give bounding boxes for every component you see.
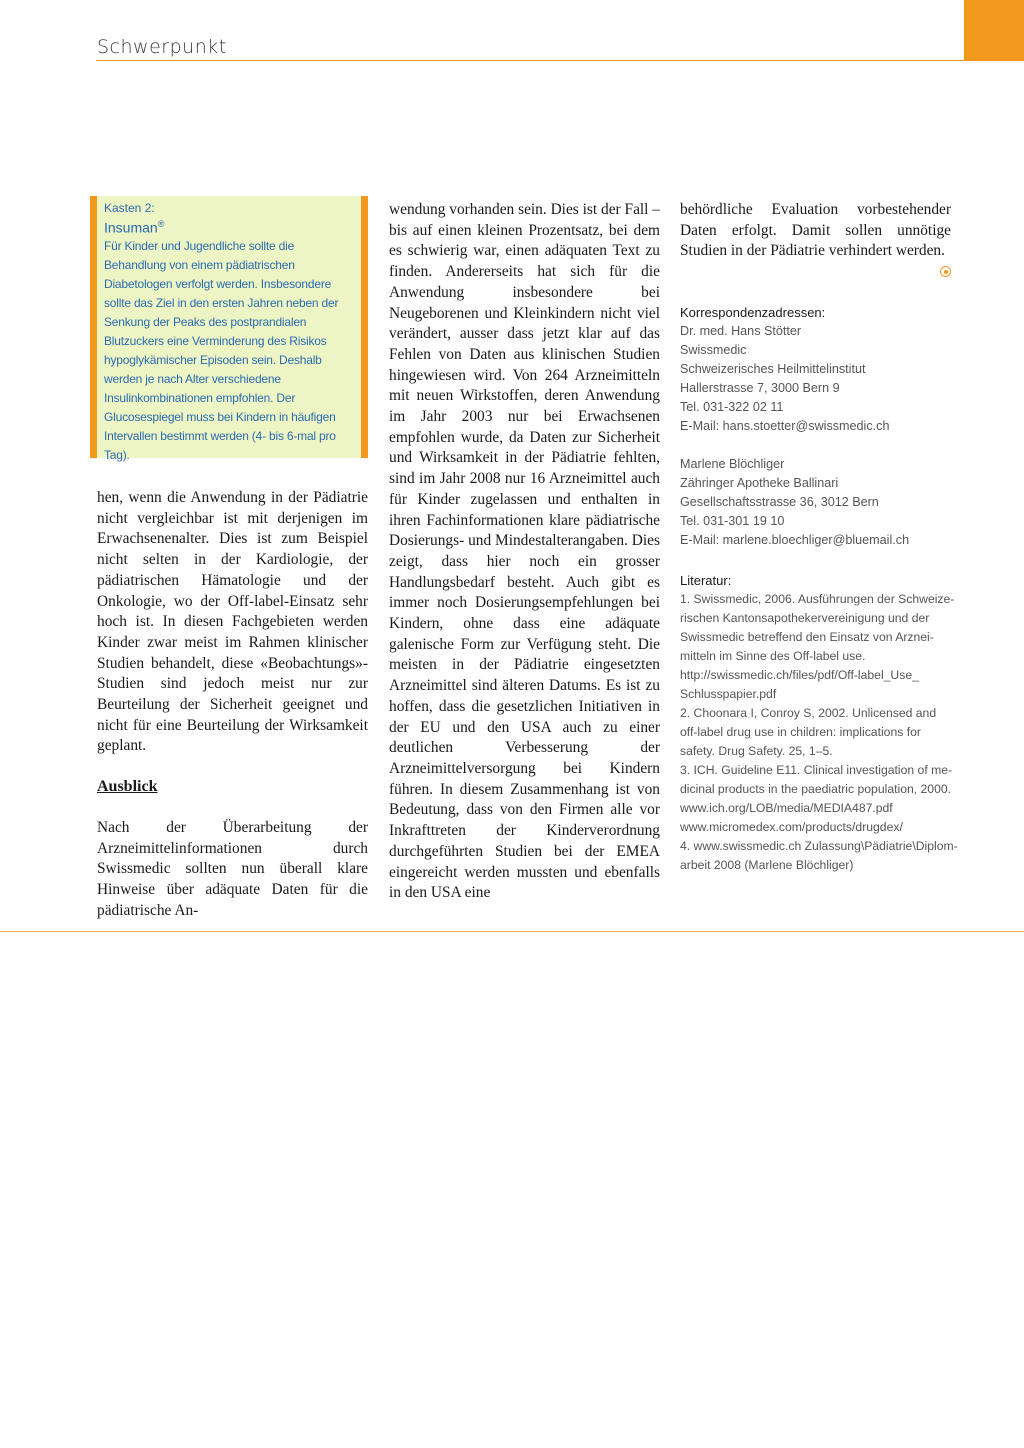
correspondence-block bbox=[680, 303, 952, 436]
reference-line: arbeit 2008 (Marlene Blöchliger) bbox=[680, 858, 854, 872]
contact-email[interactable]: E-Mail: marlene.bloechliger@bluemail.ch bbox=[680, 533, 910, 547]
info-box-body: Für Kinder und Jugendliche sollte die Behandlung von einem pädiatrischen Diabetologen verfolgt werden. Insbesondere sollte das Ziel in den ersten Jahren neben der Senkung der Peaks des postprandialen Blutzuckers eine Verminderung des Risikos hypoglykämischer Episoden sein. Deshalb werden je nach Alter verschiedene Insulinkombinationen empfohlen. Der Glucosespiegel muss bei Kindern in häufigen Intervallen bestimmt werden (4- bis 6-mal pro Tag). bbox=[104, 238, 339, 462]
contact-email[interactable]: E-Mail: hans.stoetter@swissmedic.ch bbox=[680, 419, 890, 433]
reference-line: dicinal products in the paediatric population, 2000. bbox=[680, 782, 952, 796]
paragraph: wendung vorhanden sein. Dies ist der Fall – bis auf einen kleinen Prozentsatz, bei dem es schwierig war, einen adäquaten Text zu finden. Andererseits hat sich für die Anwendung insbesondere bei Neugeborenen und Kleinkindern nicht viel verändert, ausser dass jetzt klar auf das Fehlen von Daten aus klinischen Studien hingewiesen wird. Von 264 Arzneimitteln mit neuen Wirkstoffen, deren Anwendung im Jahr 2003 nur bei Erwachsenen empfohlen wurde, da Daten zur Sicherheit und Wirksamkeit in der Pädiatrie fehlten, sind im Jahr 2008 nur 16 Arzneimittel auch für Kinder zugelassen und enthalten in ihren Fachinformationen klare pädiatrische Dosierungs- und Mindestalterangaben. Dies zeigt, dass hier noch ein grosser Handlungsbedarf besteht. Auch gibt es immer noch Dosierungsempfehlungen bei Kindern, ohne dass eine adäquate galenische Form zur Verfügung steht. Die meisten in der Pädiatrie eingesetzten Arzneimittel sind älteren Datums. Es ist zu hoffen, dass die gesetzlichen Initiativen in der EU und den USA auch zu einer deutlichen Verbesserung der Arzneimittelversorgung bei Kindern führen. In diesem Zusammenhang ist von Bedeutung, dass von den Firmen alle vor Inkrafttreten der Kinderverordnung durchgeführten Studien bei der EMEA eingereicht werden mussten und ebenfalls in den USA eine bbox=[389, 201, 660, 902]
registered-mark: ® bbox=[157, 219, 165, 229]
reference-line: off-label drug use in children: implications for bbox=[680, 725, 921, 739]
reference-line: safety. Drug Safety. 25, 1–5. bbox=[680, 744, 833, 758]
reference-link[interactable]: www.micromedex.com/products/drugdex/ bbox=[680, 820, 903, 834]
reference-line: 4. www.swissmedic.ch Zulassung\Pädiatrie\Diplom- bbox=[680, 839, 958, 853]
correspondence-block-2 bbox=[680, 455, 952, 550]
paragraph bbox=[680, 200, 951, 262]
paragraph: hen, wenn die Anwendung in der Pädiatrie nicht vergleichbar ist mit derjenigen im Erwachsenenalter. Dies ist zum Beispiel nicht selten in der Kardiologie, der pädiatrischen Hämatologie und der Onkologie, wo der Off-label-Einsatz sehr hoch ist. In diesen Fachgebieten werden Kinder zwar meist im Rahmen klinischer Studien behandelt, diese «Beobachtungs»-Studien sind jedoch meist nur zur Beurteilung der Sicherheit geeignet und nicht für eine Beurteilung der Wirksamkeit geplant. bbox=[97, 489, 368, 755]
contact-line: Swissmedic bbox=[680, 343, 747, 357]
contact-line: Zähringer Apotheke Ballinari bbox=[680, 476, 839, 490]
info-box-title-text: Insuman bbox=[104, 219, 158, 236]
reference-link[interactable]: Schlusspapier.pdf bbox=[680, 687, 777, 701]
correspondence-label: Korrespondenzadressen: bbox=[680, 305, 826, 320]
reference-link[interactable]: http://swissmedic.ch/files/pdf/Off-label_Use_ bbox=[680, 668, 919, 682]
contact-line: Marlene Blöchliger bbox=[680, 457, 785, 471]
reference-line: 3. ICH. Guideline E11. Clinical investigation of me- bbox=[680, 763, 953, 777]
contact-line: Gesellschaftsstrasse 36, 3012 Bern bbox=[680, 495, 879, 509]
info-box bbox=[90, 196, 368, 462]
header-rule bbox=[96, 60, 964, 61]
section-heading: Ausblick bbox=[97, 778, 158, 796]
article-column-2 bbox=[389, 200, 660, 904]
reference-line: 2. Choonara I, Conroy S, 2002. Unlicensed and bbox=[680, 706, 937, 720]
reference-line: rischen Kantonsapothekervereinigung und der bbox=[680, 611, 930, 625]
article-end-icon bbox=[940, 266, 951, 277]
reference-line: Swissmedic betreffend den Einsatz von Arznei- bbox=[680, 630, 934, 644]
paragraph-text: behördliche Evaluation vorbestehender Daten erfolgt. Damit sollen unnötige Studien in der Pädiatrie verhindert werden. bbox=[680, 201, 951, 260]
info-box-title bbox=[104, 216, 354, 237]
literature-label: Literatur: bbox=[680, 573, 732, 588]
contact-line: Tel. 031-301 19 10 bbox=[680, 514, 785, 528]
section-color-tab bbox=[964, 0, 1024, 61]
article-column-3 bbox=[680, 200, 951, 277]
contact-line: Tel. 031-322 02 11 bbox=[680, 400, 784, 414]
reference-link[interactable]: www.ich.org/LOB/media/MEDIA487.pdf bbox=[680, 801, 893, 815]
reference-line: mitteln im Sinne des Off-label use. bbox=[680, 649, 866, 663]
section-title: Schwerpunkt bbox=[97, 36, 227, 58]
footer-rule bbox=[0, 931, 1024, 932]
literature-block bbox=[680, 571, 958, 875]
info-box-label: Kasten 2: bbox=[104, 201, 155, 215]
contact-line: Schweizerisches Heilmittelinstitut bbox=[680, 362, 866, 376]
contact-line: Hallerstrasse 7, 3000 Bern 9 bbox=[680, 381, 840, 395]
paragraph: Nach der Überarbeitung der Arzneimittelinformationen durch Swissmedic sollten nun überall klare Hinweise über adäquate Daten für die pädiatrische An- bbox=[97, 818, 368, 919]
article-column-1 bbox=[97, 488, 368, 921]
reference-line: 1. Swissmedic, 2006. Ausführungen der Schweize- bbox=[680, 592, 955, 606]
contact-line: Dr. med. Hans Stötter bbox=[680, 324, 802, 338]
